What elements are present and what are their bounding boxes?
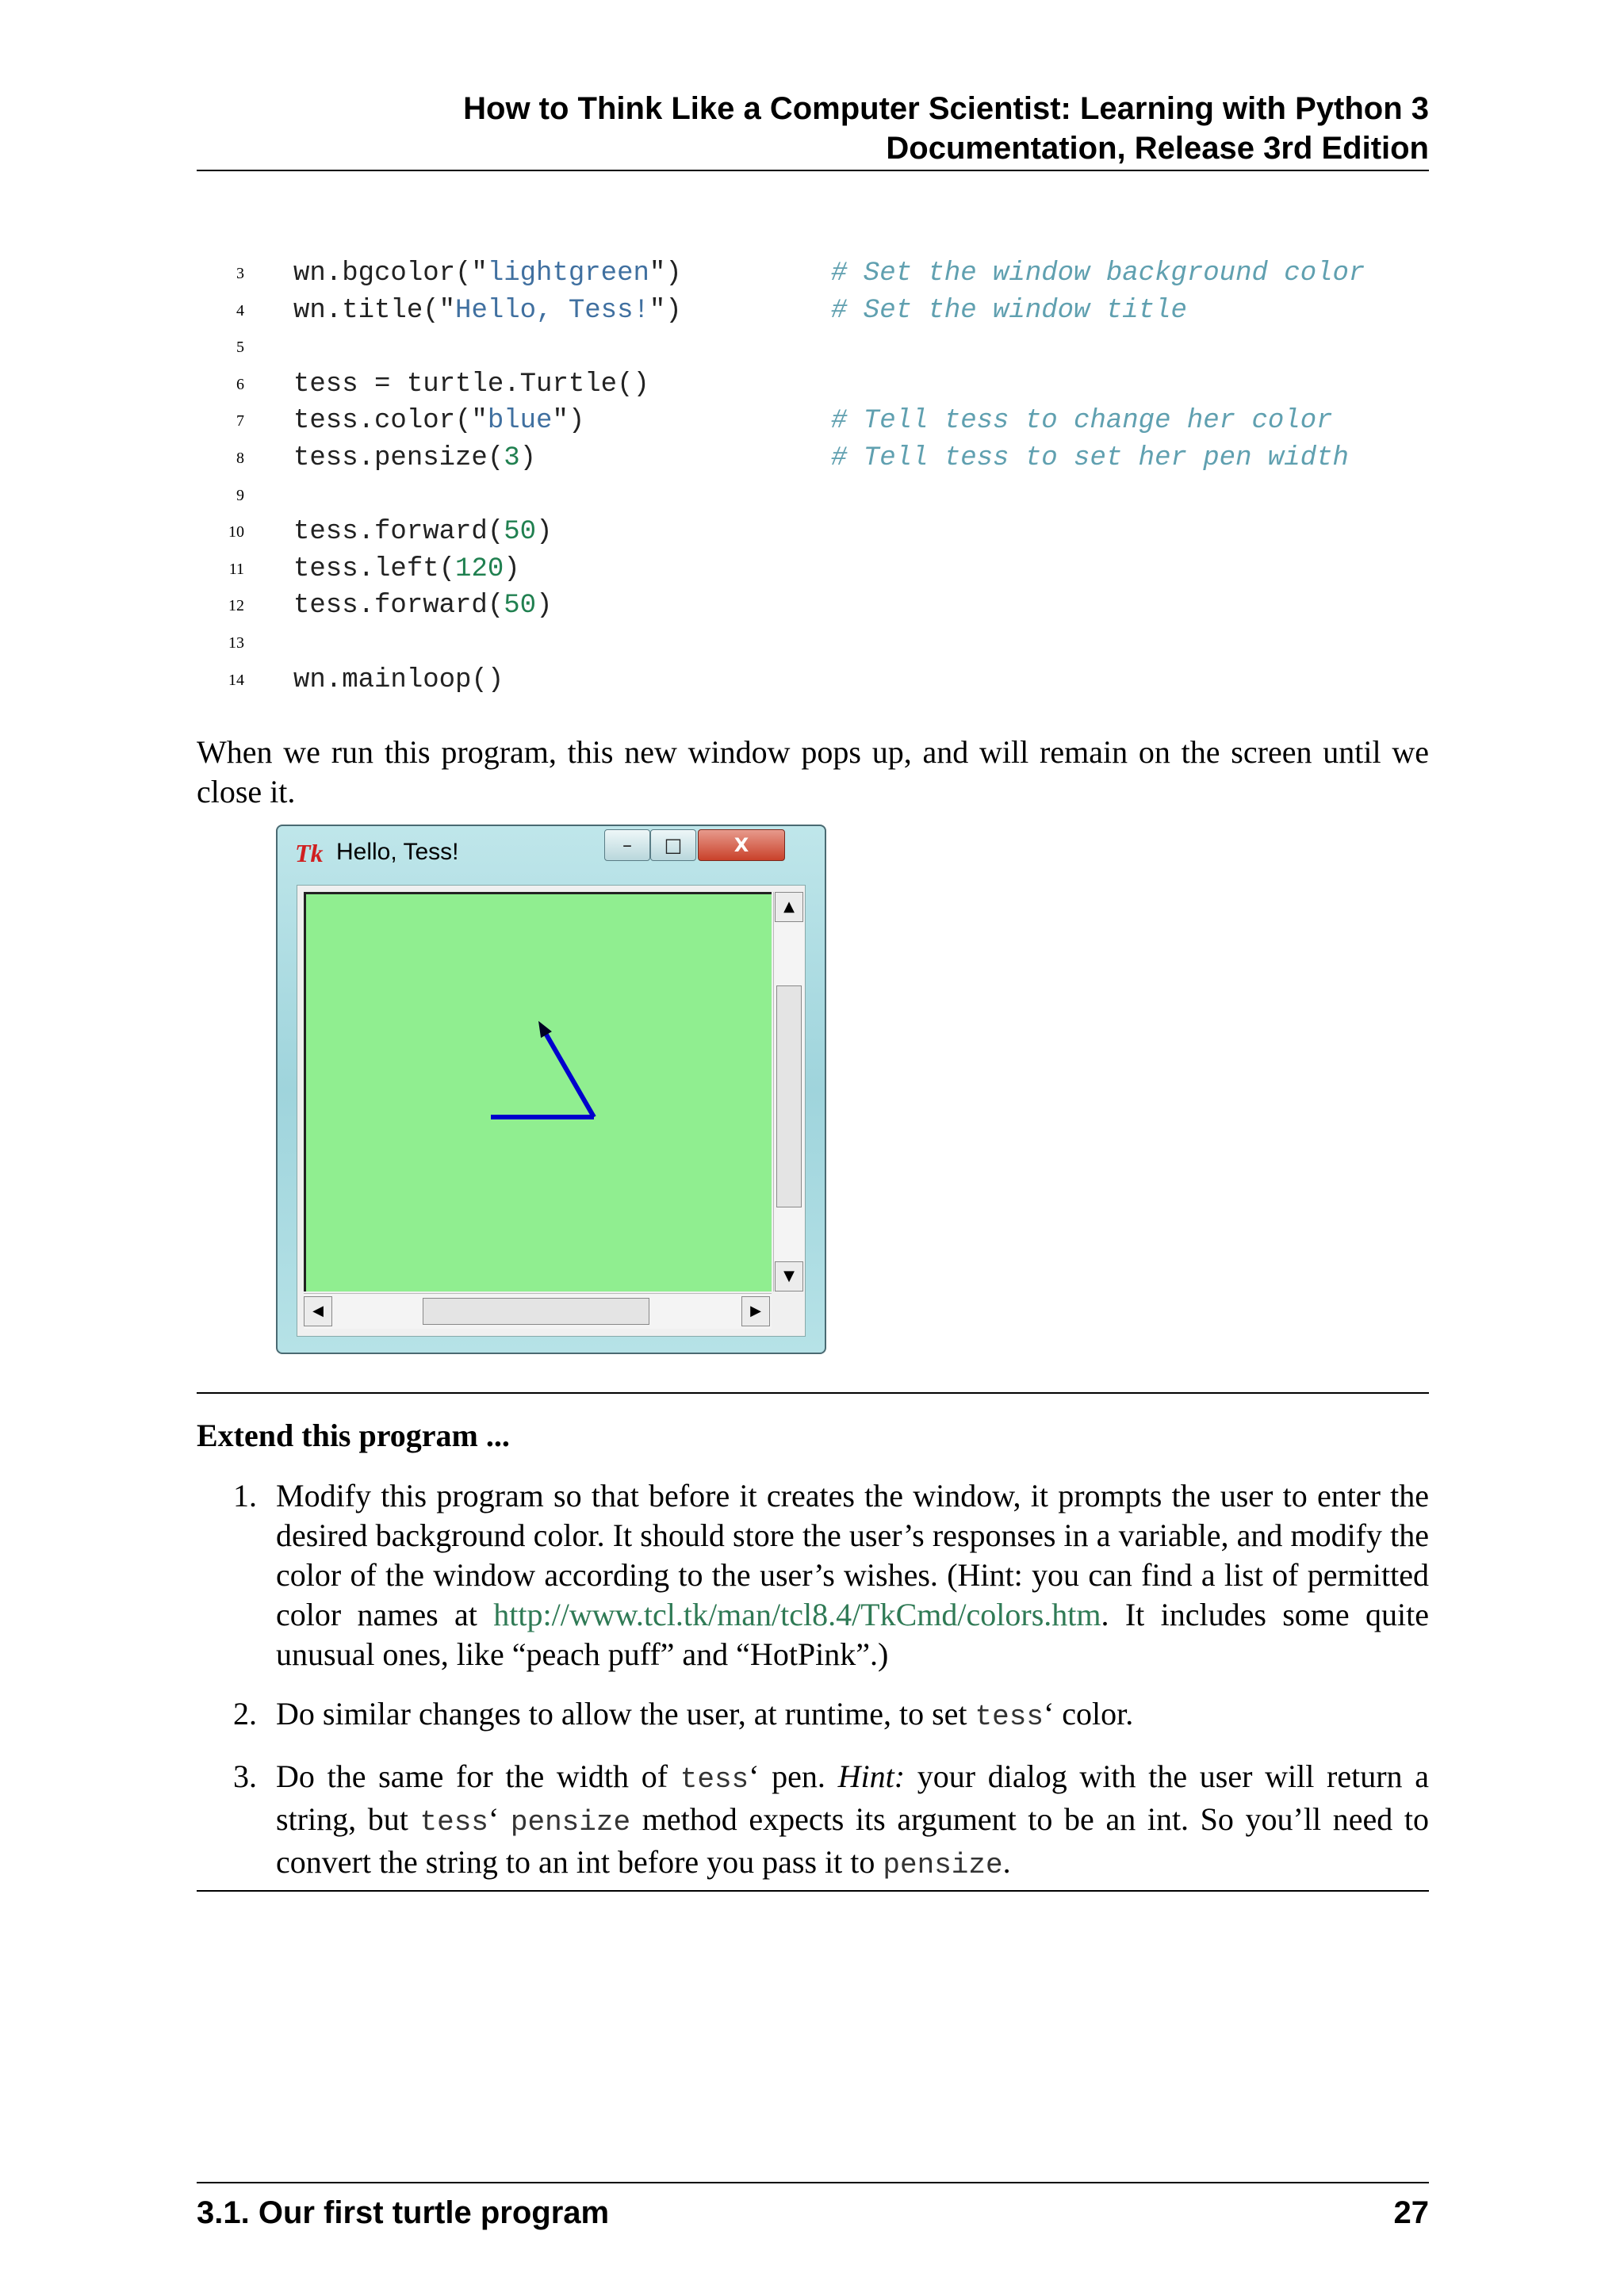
line-number: 7	[236, 412, 244, 430]
close-button[interactable]: X	[698, 829, 785, 861]
line-number: 6	[236, 375, 244, 393]
item-text: ‘ color.	[1043, 1696, 1134, 1732]
list-item-number: 2.	[233, 1696, 257, 1732]
inline-code: tess	[419, 1806, 488, 1839]
code-comment: # Tell tess to change her color	[831, 406, 1333, 437]
turtle-drawing	[306, 894, 772, 1292]
code-listing	[197, 255, 1429, 698]
item-text: ‘	[488, 1801, 511, 1837]
code-line	[197, 625, 1429, 662]
horizontal-scroll-thumb[interactable]	[423, 1298, 649, 1325]
line-number: 8	[236, 449, 244, 467]
code-line	[197, 293, 1429, 330]
code-source: wn.mainloop()	[293, 664, 504, 695]
number-literal: 3	[504, 442, 520, 473]
vertical-scroll-thumb[interactable]	[776, 985, 802, 1207]
code-line	[197, 440, 1429, 477]
number-literal: 50	[504, 517, 537, 548]
item-text: Modify this program so that before it creates the window, it prompts the user to enter the desired background color. It should store the user’s responses in a variable, and modify the color of the window according to the user’s wishes. (Hint: you can find a list of permitted color names at	[276, 1478, 1429, 1632]
line-number: 11	[228, 560, 244, 578]
code-line	[197, 587, 1429, 625]
code-comment: # Set the window title	[831, 295, 1187, 326]
extend-title: Extend this program ...	[197, 1418, 510, 1453]
window-controls	[604, 829, 818, 864]
code-source: tess.forward(50)	[293, 517, 553, 548]
tk-app-icon: Tk	[295, 839, 324, 867]
number-literal: 120	[455, 553, 504, 584]
line-number: 5	[236, 339, 244, 357]
code-line	[197, 662, 1429, 699]
minimize-button[interactable]: –	[604, 829, 650, 861]
list-item	[197, 1476, 1429, 1674]
running-header	[197, 89, 1429, 168]
code-source: tess.color("blue")	[293, 406, 585, 437]
code-comment: # Set the window background color	[831, 258, 1365, 289]
footer-section-title: 3.1. Our first turtle program	[197, 2195, 610, 2230]
item-text: . It includes some quite unusual ones, like “peach puff” and “HotPink”.)	[276, 1597, 1429, 1672]
line-number: 4	[236, 301, 244, 320]
exercise-list	[197, 1476, 1429, 1905]
string-literal: Hello, Tess!	[455, 295, 649, 326]
code-line	[197, 403, 1429, 440]
inline-code: tess	[975, 1701, 1044, 1733]
list-item-number: 1.	[233, 1478, 257, 1513]
window-client-area	[297, 885, 806, 1337]
code-line	[197, 551, 1429, 588]
code-line	[197, 514, 1429, 551]
turtle-arrow-icon	[538, 1021, 552, 1038]
string-literal: blue	[487, 406, 553, 437]
turtle-canvas	[304, 892, 772, 1292]
footer-rule	[197, 2182, 1429, 2183]
line-number: 12	[228, 597, 244, 615]
maximize-button[interactable]: □	[650, 829, 696, 861]
line-number: 13	[228, 633, 244, 652]
code-line	[197, 366, 1429, 404]
item-text: method expects its argument to be an int. So you’ll need to convert the string to an int before you pass it to	[276, 1801, 1429, 1880]
header-title-line1: How to Think Like a Computer Scientist: Learning with Python 3	[463, 91, 1429, 126]
string-literal: lightgreen	[487, 258, 649, 289]
window-title: Hello, Tess!	[336, 839, 459, 865]
code-source: tess.pensize(3)	[293, 442, 537, 473]
code-source: wn.bgcolor("lightgreen")	[293, 258, 682, 289]
item-text: your dialog with the user will return a string, but	[276, 1758, 1430, 1837]
line-number: 9	[236, 486, 244, 504]
list-item	[197, 1757, 1429, 1885]
scroll-left-button[interactable]: ◀	[304, 1296, 332, 1326]
code-source: tess.left(120)	[293, 553, 520, 584]
hint-label: Hint:	[837, 1758, 906, 1794]
scroll-down-button[interactable]: ▼	[775, 1261, 803, 1292]
item-text: .	[1002, 1844, 1011, 1880]
item-text: Do the same for the width of	[276, 1758, 680, 1794]
code-line	[197, 329, 1429, 366]
inline-code: pensize	[883, 1849, 1003, 1881]
body-paragraph: When we run this program, this new window pops up, and will remain on the screen until we close it.	[197, 734, 1429, 809]
section-rule-top	[197, 1392, 1429, 1394]
item-text: Do similar changes to allow the user, at runtime, to set	[276, 1696, 975, 1732]
code-source: wn.title("Hello, Tess!")	[293, 295, 682, 326]
line-number: 3	[236, 265, 244, 282]
colors-link[interactable]: http://www.tcl.tk/man/tcl8.4/TkCmd/colors.htm	[493, 1597, 1101, 1632]
list-item-number: 3.	[233, 1758, 257, 1794]
number-literal: 50	[504, 591, 537, 622]
scroll-up-button[interactable]: ▲	[775, 892, 803, 922]
code-comment: # Tell tess to set her pen width	[831, 442, 1349, 473]
horizontal-scrollbar[interactable]	[304, 1293, 772, 1329]
code-line	[197, 477, 1429, 515]
vertical-scrollbar[interactable]	[773, 892, 804, 1292]
turtle-path-segment	[542, 1027, 594, 1117]
page-number: 27	[1393, 2195, 1429, 2230]
inline-code: tess	[680, 1763, 749, 1796]
line-number: 14	[228, 671, 244, 689]
code-source: tess = turtle.Turtle()	[293, 369, 649, 400]
header-rule	[197, 170, 1429, 171]
code-source: tess.forward(50)	[293, 591, 553, 622]
turtle-window	[276, 825, 826, 1354]
list-item	[197, 1694, 1429, 1737]
inline-code: pensize	[510, 1806, 631, 1839]
line-number: 10	[228, 523, 244, 541]
section-rule-bottom	[197, 1890, 1429, 1892]
header-title-line2: Documentation, Release 3rd Edition	[886, 131, 1429, 166]
item-text: ‘ pen.	[749, 1758, 838, 1794]
code-line	[197, 255, 1429, 293]
scroll-right-button[interactable]: ▶	[741, 1296, 770, 1326]
